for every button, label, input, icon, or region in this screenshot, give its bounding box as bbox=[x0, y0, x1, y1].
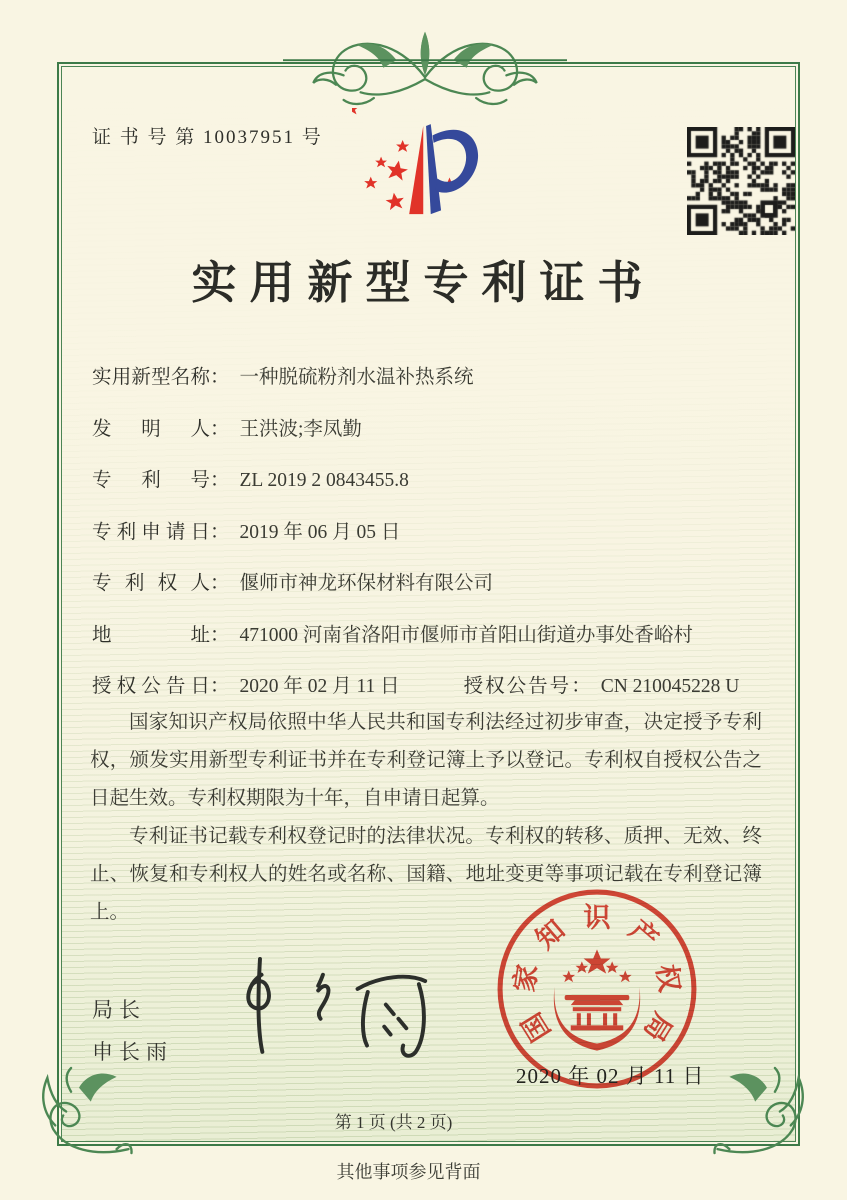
field-label: 专利权人 bbox=[92, 573, 210, 594]
field-patent-number: 专利号： ZL 2019 2 0843455.8 bbox=[92, 466, 760, 496]
field-value-grant-number: CN 210045228 U bbox=[600, 676, 740, 697]
back-side-note: 其他事项参见背面 bbox=[336, 1162, 481, 1182]
top-flourish-ornament bbox=[283, 20, 567, 106]
legal-paragraph-2: 专利证书记载专利权登记时的法律状况。专利权的转移、质押、无效、终止、恢复和专利权人的姓名或名称、国籍、地址变更等事项记载在专利登记簿上。 bbox=[90, 826, 762, 924]
field-application-date: 专利申请日： 2019 年 06 月 05 日 bbox=[92, 518, 760, 548]
field-value: 2020 年 02 月 11 日 bbox=[239, 676, 400, 697]
director-signature bbox=[218, 948, 453, 1066]
field-value: 偃师市神龙环保材料有限公司 bbox=[239, 573, 494, 594]
field-value: 王洪波;李凤勤 bbox=[239, 418, 362, 440]
field-value: 一种脱硫粉剂水温补热系统 bbox=[239, 367, 474, 388]
bottom-right-flourish-ornament bbox=[710, 1066, 822, 1160]
field-utility-model-name: 实用新型名称： 一种脱硫粉剂水温补热系统 bbox=[92, 363, 760, 393]
legal-paragraph-1: 国家知识产权局依照中华人民共和国专利法经过初步审查，决定授予专利权，颁发实用新型专利证书并在专利登记簿上予以登记。专利权自授权公告之日起生效。专利权期限为十年，自申请日起算。 bbox=[90, 712, 762, 810]
field-value: 2019 年 06 月 05 日 bbox=[239, 521, 401, 543]
field-label: 专利申请日 bbox=[92, 521, 210, 543]
cnipa-logo-icon bbox=[352, 108, 502, 232]
field-value: 471000 河南省洛阳市偃师市首阳山街道办事处香峪村 bbox=[239, 624, 693, 646]
svg-text:局: 局 bbox=[637, 1007, 678, 1047]
certificate-fields bbox=[92, 363, 760, 724]
field-label-grant-number: 授权公告号 bbox=[463, 676, 572, 697]
svg-text:家: 家 bbox=[509, 962, 544, 994]
field-label: 授权公告日 bbox=[92, 676, 210, 697]
svg-text:产: 产 bbox=[623, 914, 664, 955]
field-label: 实用新型名称 bbox=[92, 367, 210, 388]
svg-text:知: 知 bbox=[530, 914, 571, 955]
field-value: ZL 2019 2 0843455.8 bbox=[239, 470, 409, 491]
national-emblem bbox=[554, 949, 640, 1050]
field-label: 发明人 bbox=[92, 418, 210, 440]
qr-code bbox=[687, 127, 795, 235]
field-address: 地址： 471000 河南省洛阳市偃师市首阳山街道办事处香峪村 bbox=[92, 621, 760, 651]
certificate-title: 实用新型专利证书 bbox=[191, 258, 656, 308]
svg-text:识: 识 bbox=[583, 902, 611, 933]
field-inventor: 发明人： 王洪波;李凤勤 bbox=[92, 415, 760, 445]
director-title-label: 局长 bbox=[92, 998, 146, 1022]
page-number: 第 1 页 (共 2 页) bbox=[334, 1113, 453, 1132]
svg-text:权: 权 bbox=[650, 962, 685, 994]
svg-text:国: 国 bbox=[516, 1007, 557, 1047]
director-name-label: 申长雨 bbox=[92, 1040, 173, 1064]
field-label: 专利号 bbox=[92, 470, 210, 491]
field-grant-date-and-number: 授权公告日： 2020 年 02 月 11 日 授权公告号： CN 210045228 U bbox=[92, 672, 760, 702]
certificate-number: 证 书 号 第 10037951 号 bbox=[92, 127, 323, 148]
field-patentee: 专利权人： 偃师市神龙环保材料有限公司 bbox=[92, 569, 760, 599]
bottom-left-flourish-ornament bbox=[24, 1066, 136, 1160]
seal-date: 2020 年 02 月 11 日 bbox=[516, 1064, 705, 1088]
field-label: 地址 bbox=[92, 624, 210, 646]
